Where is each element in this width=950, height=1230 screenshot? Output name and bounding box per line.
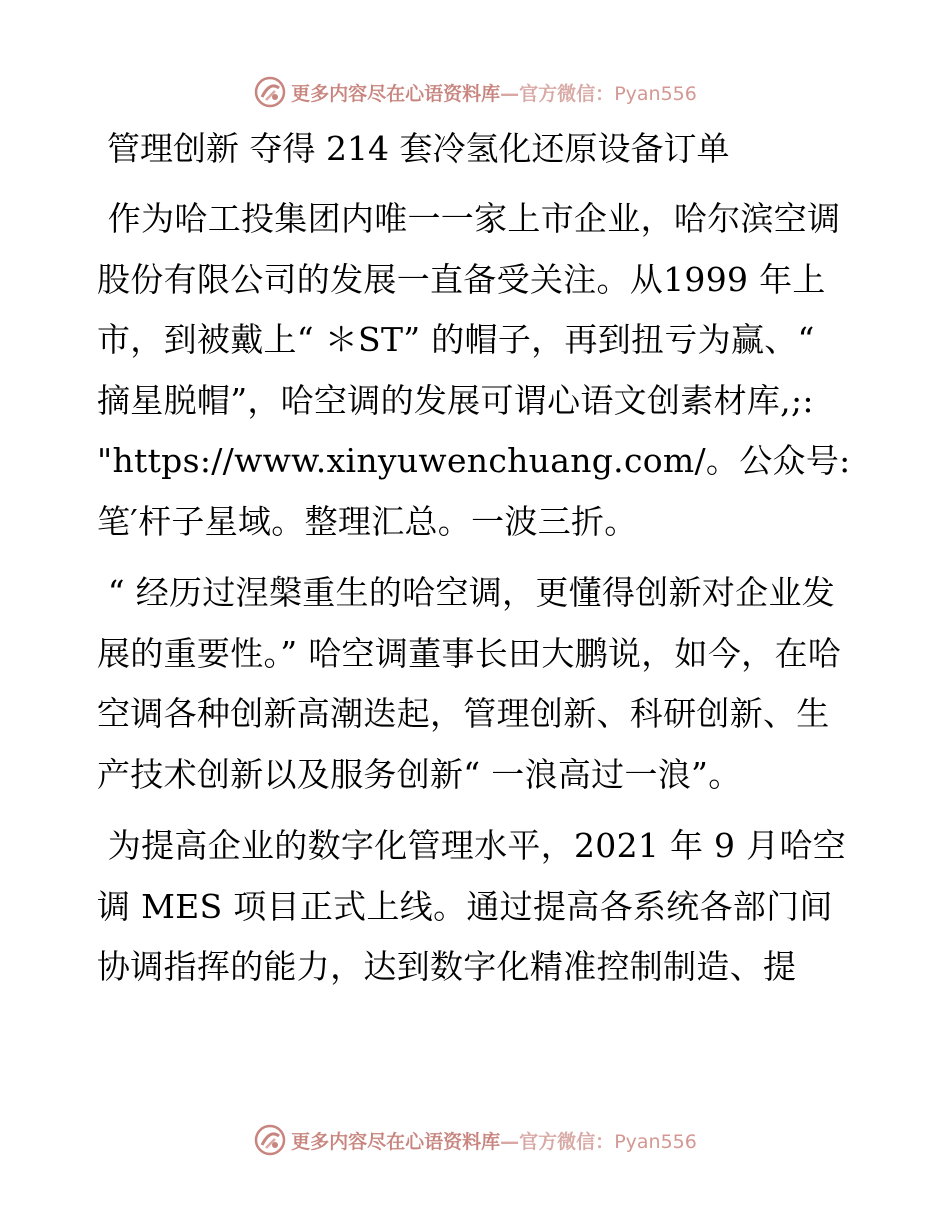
paragraph-1: 作为哈工投集团内唯一一家上市企业，哈尔滨空调股份有限公司的发展一直备受关注。从1999 年上市，到被戴上“ ＊ST” 的帽子，再到扭亏为赢、“ 摘星脱帽”，哈空调的发展可谓心语文创素材库,;: "https://www.xinyuwenchuang.com/。公众号: 笔′杆子星域。整理汇总。一波三折。: [97, 199, 862, 541]
header-watermark: [0, 72, 950, 112]
footer-watermark: [0, 1120, 950, 1160]
watermark-text: 更多内容尽在心语资料库—官方微信：Pyan556: [291, 1130, 697, 1153]
document-body: [97, 122, 862, 1009]
paragraph-3: 为提高企业的数字化管理水平，2021 年 9 月哈空调 MES 项目正式上线。通过提高各系统各部门间协调指挥的能力，达到数字化精准控制制造、提: [97, 826, 847, 986]
document-title: 管理创新 夺得 214 套冷氢化还原设备订单: [107, 129, 730, 168]
watermark-text: 更多内容尽在心语资料库—官方微信：Pyan556: [291, 82, 697, 105]
brand-logo-icon: [253, 1123, 287, 1157]
paragraph-2: “ 经历过涅槃重生的哈空调，更懂得创新对企业发展的重要性。” 哈空调董事长田大鹏说，如今，在哈空调各种创新高潮迭起，管理创新、科研创新、生产技术创新以及服务创新“ 一浪高过一浪”。: [97, 573, 842, 794]
brand-logo-icon: [253, 75, 287, 109]
